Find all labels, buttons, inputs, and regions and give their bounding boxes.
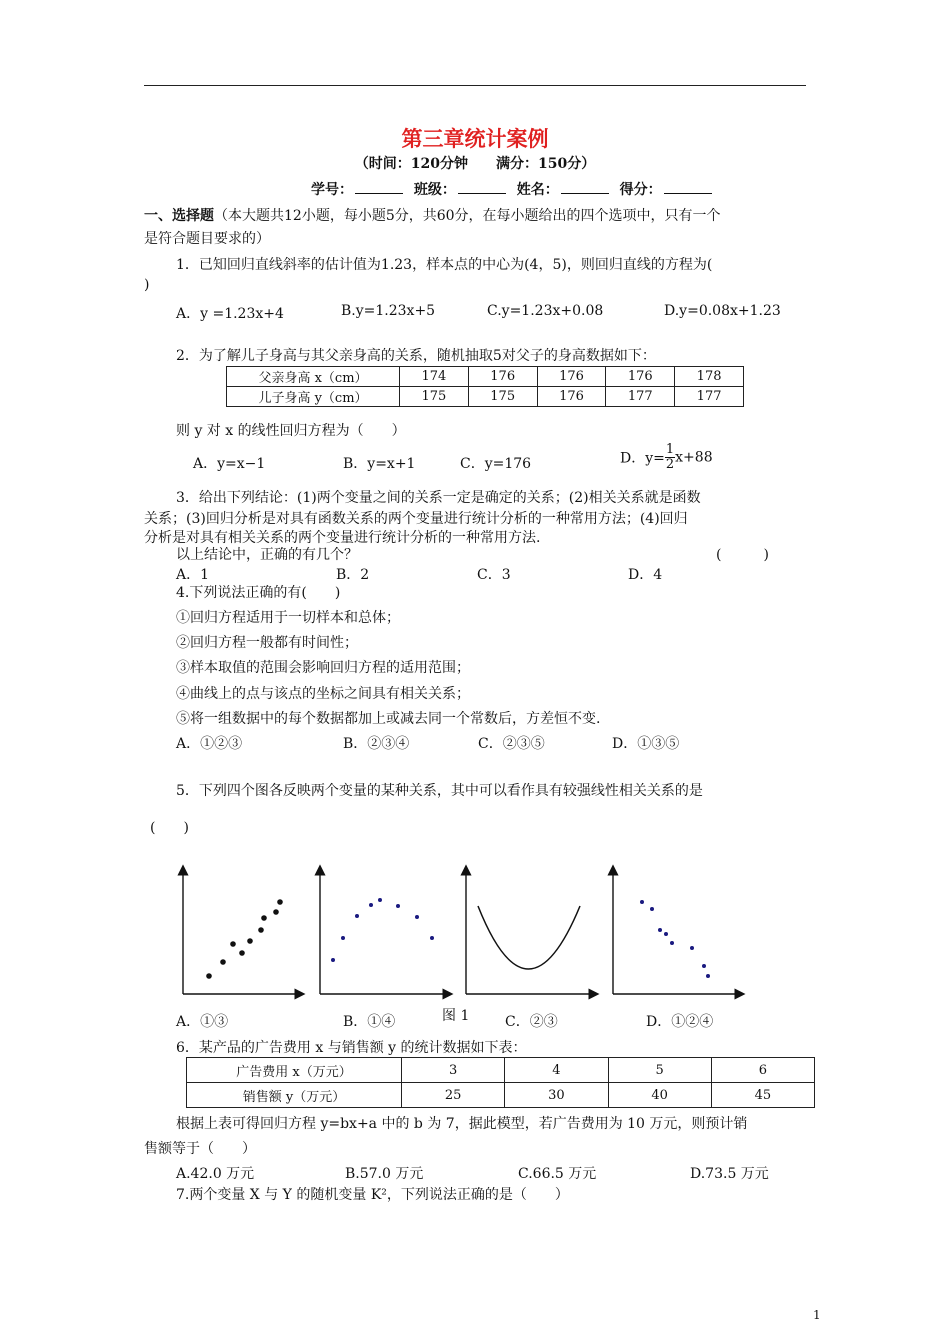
- table-cell: 176: [468, 367, 537, 387]
- q2-option-a[interactable]: A．y=x−1: [193, 456, 266, 472]
- q3-text-line4: 以上结论中，正确的有几个？: [176, 547, 358, 563]
- q3-text-line3: 分析是对具有相关关系的两个变量进行统计分析的一种常用方法.: [144, 530, 541, 546]
- table-row: [227, 387, 744, 407]
- q3-text-line1: 3．给出下列结论：(1)两个变量之间的关系一定是确定的关系；(2)相关关系就是函数: [176, 490, 701, 506]
- fraction-one-half: $\frac{1}{2}$: [665, 442, 675, 472]
- page-number: 1: [813, 1308, 821, 1322]
- header-rule: [144, 85, 806, 86]
- blank-student-id[interactable]: [355, 181, 403, 194]
- table-row: [227, 367, 744, 387]
- q1-option-a[interactable]: A．y =1.23x+4: [176, 306, 284, 322]
- table-cell: 176: [537, 387, 606, 407]
- q6-option-d[interactable]: D.73.5 万元: [690, 1166, 769, 1182]
- table-header-cell: 销售额 y（万元）: [187, 1083, 402, 1108]
- section-heading: 一、选择题（本大题共12小题，每小题5分，共60分，在每小题给出的四个选项中，只有一个: [144, 208, 721, 224]
- blank-name[interactable]: [561, 181, 609, 194]
- q5-answer-paren: ( ): [150, 820, 189, 836]
- table-cell: 40: [608, 1083, 711, 1108]
- section-desc: 是符合题目要求的）: [144, 231, 270, 247]
- table-cell: 177: [606, 387, 675, 407]
- table-header-cell: 父亲身高 x（cm）: [227, 367, 400, 387]
- q6-option-c[interactable]: C.66.5 万元: [518, 1166, 597, 1182]
- q3-option-c[interactable]: C．3: [477, 567, 511, 583]
- table-cell: 178: [675, 367, 744, 387]
- exam-subtitle: （时间：120分钟 满分：150分）: [354, 156, 596, 172]
- q4-option-c[interactable]: C．②③⑤: [478, 736, 545, 752]
- q2-option-c[interactable]: C．y=176: [460, 456, 532, 472]
- q3-option-d[interactable]: D．4: [628, 567, 663, 583]
- q4-item-5: ⑤将一组数据中的每个数据都加上或减去同一个常数后，方差恒不变.: [176, 711, 601, 727]
- table-cell: 6: [711, 1058, 814, 1083]
- plot-3-parabola-curve: [466, 870, 594, 994]
- table-header-cell: 儿子身高 y（cm）: [227, 387, 400, 407]
- q1-option-c[interactable]: C.y=1.23x+0.08: [487, 303, 604, 319]
- q6-text-line2: 售额等于（ ）: [144, 1141, 256, 1157]
- plot-4-strong-negative: [613, 870, 740, 994]
- q3-option-a[interactable]: A．1: [176, 567, 210, 583]
- q3-answer-paren: ( ): [716, 547, 769, 563]
- q2-option-b[interactable]: B．y=x+1: [343, 456, 416, 472]
- q3-option-b[interactable]: B．2: [336, 567, 370, 583]
- q6-sales-table: [186, 1057, 815, 1108]
- q4-option-d[interactable]: D．①③⑤: [612, 736, 680, 752]
- q6-text-line1: 根据上表可得回归方程 y=bx+a 中的 b 为 7，据此模型，若广告费用为 10 万元，则预计销: [176, 1116, 748, 1132]
- table-row: [187, 1058, 815, 1083]
- blank-score[interactable]: [664, 181, 712, 194]
- field-class: 班级：: [413, 182, 456, 198]
- table-cell: 177: [675, 387, 744, 407]
- q4-option-a[interactable]: A．①②③: [176, 736, 243, 752]
- table-cell: 45: [711, 1083, 814, 1108]
- table-cell: 176: [537, 367, 606, 387]
- q5-figure-scatterplots: [170, 862, 750, 1010]
- table-cell: 4: [505, 1058, 608, 1083]
- q7-text: 7.两个变量 X 与 Y 的随机变量 K²，下列说法正确的是（ ）: [176, 1187, 569, 1203]
- plot-2-parabolic-points: [320, 870, 448, 994]
- q2-height-table: [226, 366, 744, 407]
- q1-text-cont: ): [144, 277, 150, 293]
- q2-question: 则 y 对 x 的线性回归方程为（ ）: [176, 423, 406, 439]
- q5-text: 5．下列四个图各反映两个变量的某种关系，其中可以看作具有较强线性相关关系的是: [176, 783, 703, 799]
- q4-text: 4.下列说法正确的有( ): [176, 585, 341, 601]
- q1-option-b[interactable]: B.y=1.23x+5: [341, 303, 436, 319]
- field-score: 得分：: [619, 182, 662, 198]
- q4-item-1: ①回归方程适用于一切样本和总体；: [176, 610, 400, 626]
- page-title: 第三章统计案例: [401, 126, 549, 151]
- q6-option-b[interactable]: B.57.0 万元: [345, 1166, 424, 1182]
- table-row: [187, 1083, 815, 1108]
- q5-figure-label: 图 1: [442, 1008, 470, 1024]
- table-cell: 25: [402, 1083, 505, 1108]
- table-cell: 175: [468, 387, 537, 407]
- q2-text: 2．为了解儿子身高与其父亲身高的关系，随机抽取5对父子的身高数据如下：: [176, 348, 656, 364]
- q6-option-a[interactable]: A.42.0 万元: [176, 1166, 255, 1182]
- q6-text: 6．某产品的广告费用 x 与销售额 y 的统计数据如下表：: [176, 1040, 527, 1056]
- q3-text-line2: 关系；(3)回归分析是对具有函数关系的两个变量进行统计分析的一种常用方法；(4)回归: [144, 511, 688, 527]
- table-cell: 3: [402, 1058, 505, 1083]
- q2-option-d[interactable]: D．y= $\frac{1}{2}$ x+88: [620, 442, 713, 472]
- field-name: 姓名：: [516, 182, 559, 198]
- q4-item-4: ④曲线上的点与该点的坐标之间具有相关关系；: [176, 686, 470, 702]
- table-cell: 176: [606, 367, 675, 387]
- table-cell: 30: [505, 1083, 608, 1108]
- student-info-row: [311, 179, 718, 199]
- plot-1-strong-positive: [183, 870, 300, 994]
- q5-option-d[interactable]: D．①②④: [646, 1014, 714, 1030]
- table-header-cell: 广告费用 x（万元）: [187, 1058, 402, 1083]
- q5-option-b[interactable]: B．①④: [343, 1014, 396, 1030]
- blank-class[interactable]: [458, 181, 506, 194]
- q4-option-b[interactable]: B．②③④: [343, 736, 410, 752]
- q5-option-a[interactable]: A．①③: [176, 1014, 229, 1030]
- field-student-id: 学号：: [311, 182, 353, 198]
- q1-text: 1．已知回归直线斜率的估计值为1.23，样本点的中心为(4，5)，则回归直线的方程为(: [176, 257, 713, 273]
- table-cell: 174: [400, 367, 469, 387]
- table-cell: 5: [608, 1058, 711, 1083]
- q4-item-2: ②回归方程一般都有时间性；: [176, 635, 358, 651]
- q1-option-d[interactable]: D.y=0.08x+1.23: [664, 303, 781, 319]
- q5-option-c[interactable]: C．②③: [505, 1014, 558, 1030]
- q4-item-3: ③样本取值的范围会影响回归方程的适用范围；: [176, 660, 470, 676]
- table-cell: 175: [400, 387, 469, 407]
